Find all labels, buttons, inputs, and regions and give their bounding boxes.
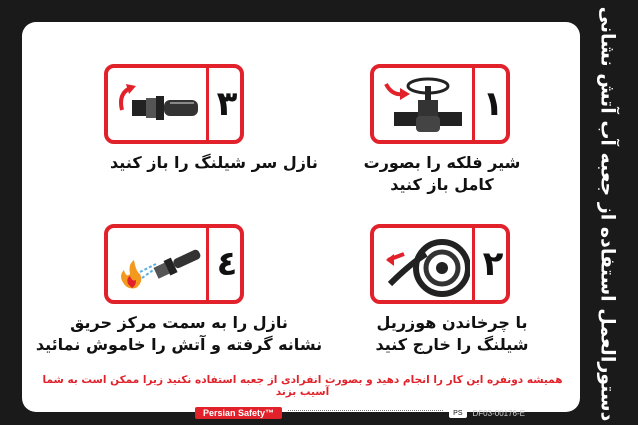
hose-reel-icon (380, 234, 470, 304)
warning-text: همیشه دونفره این کار را انجام دهید و بصورت انفرادی از جعبه استفاده نکنید زیرا ممکن است به شما آسیب بزند (42, 374, 563, 398)
step-4-caption: نازل را به سمت مرکز حریق نشانه گرفته و آتش را خاموش نمائید (35, 313, 323, 354)
ps-badge: PS (449, 409, 466, 418)
step-3-caption: نازل سر شیلنگ را باز کنید (110, 153, 318, 172)
step-3-number: ٣ (216, 84, 238, 124)
nozzle-spray-fire-icon (114, 234, 204, 304)
step-4-box (104, 224, 244, 304)
content-panel (22, 22, 580, 412)
footer-divider (288, 410, 443, 416)
step-2-caption: با چرخاندن هوزریل شیلنگ را خارج کنید (375, 313, 529, 354)
product-code: DF03-00176-E (472, 408, 525, 418)
step-1-number: ١ (482, 84, 504, 124)
brand-label: Persian Safety™ (195, 407, 282, 419)
step-4-number: ٤ (216, 244, 238, 284)
step-2-box (370, 224, 510, 304)
title-sidebar (584, 6, 630, 422)
valve-wheel-icon (380, 74, 470, 144)
step-2-number: ٢ (482, 244, 504, 284)
step-3-box (104, 64, 244, 144)
page-title: دستورالعمل استفاده از جعبه آب آتش نشانی (596, 6, 618, 422)
footer-bar (195, 406, 525, 420)
step-1-box (370, 64, 510, 144)
nozzle-open-icon (114, 74, 204, 142)
step-1-caption: شیر فلکه را بصورت کامل باز کنید (363, 153, 521, 194)
